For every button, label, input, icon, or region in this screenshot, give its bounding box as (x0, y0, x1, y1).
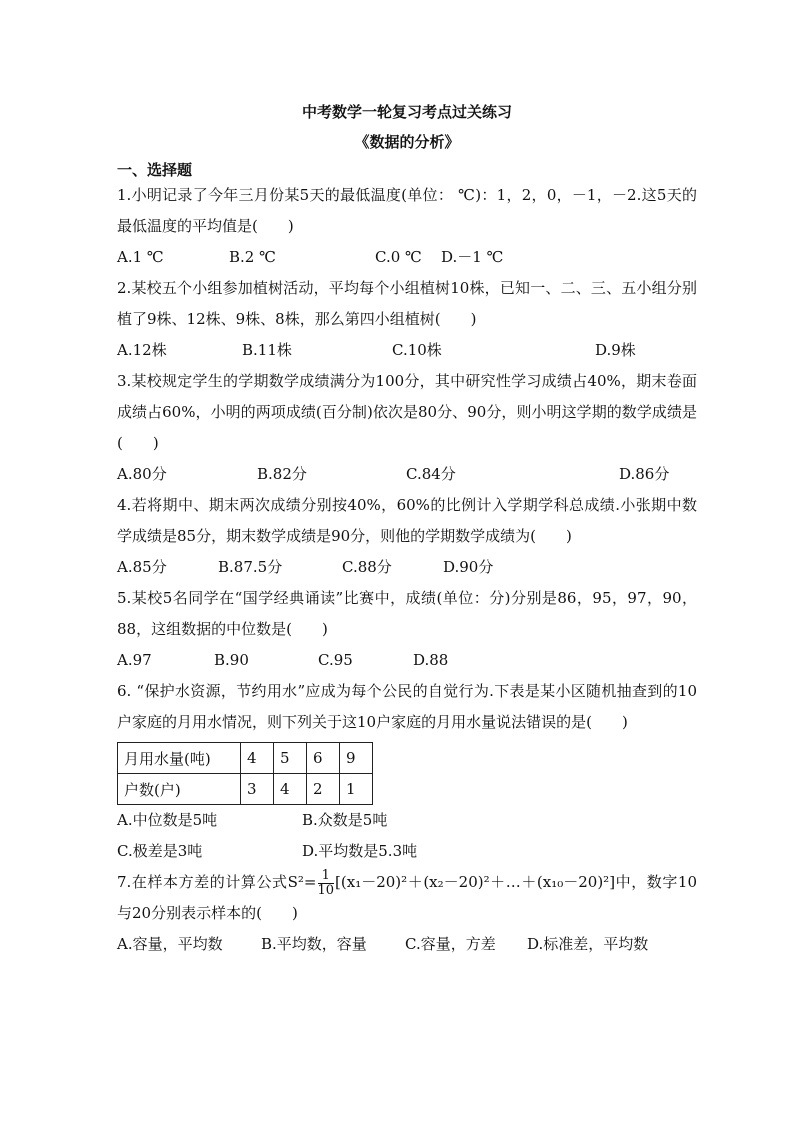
question-6: 6. “保护水资源，节约用水”应成为每个公民的自觉行为.下表是某小区随机抽查到的10户家庭的月用水情况，则下列关于这10户家庭的月用水量说法错误的是( ) (117, 682, 697, 731)
option-b: B.11株 (242, 341, 292, 359)
table-cell: 3 (241, 774, 274, 805)
option-b: B.平均数，容量 (261, 935, 367, 953)
section-heading: 一、选择题 (117, 161, 193, 179)
page-title: 中考数学一轮复习考点过关练习 (301, 103, 512, 121)
option-a: A.1 ℃ (117, 248, 164, 266)
question-4: 4.若将期中、期末两次成绩分别按40%，60%的比例计入学期学科总成绩.小张期中数学成绩是85分，期末数学成绩是90分，则他的学期数学成绩为( ) (117, 496, 697, 545)
option-c: C.95 (318, 651, 353, 669)
option-d: D.－1 ℃ (441, 248, 504, 266)
option-d: D.标准差，平均数 (527, 935, 649, 953)
table-row (118, 743, 373, 774)
option-a: A.85分 (117, 558, 167, 576)
table-cell: 4 (241, 743, 274, 774)
table-header-cell: 户数(户) (118, 774, 241, 805)
option-c: C.极差是3吨 (117, 842, 203, 860)
table-cell: 6 (307, 743, 340, 774)
question-3-options (117, 459, 697, 490)
option-a: A.12株 (117, 341, 167, 359)
water-usage-table (117, 742, 373, 805)
question-7-lead: 7.在样本方差的计算公式S²= (117, 873, 317, 891)
fraction-denominator: 10 (317, 882, 335, 898)
option-a: A.80分 (117, 465, 167, 483)
option-b: B.87.5分 (218, 558, 283, 576)
document-page (117, 96, 697, 960)
question-3: 3.某校规定学生的学期数学成绩满分为100分，其中研究性学习成绩占40%，期末卷面成绩占60%，小明的两项成绩(百分制)依次是80分、90分，则小明这学期的数学成绩是( ) (117, 372, 697, 452)
question-2: 2.某校五个小组参加植树活动，平均每个小组植树10株，已知一、二、三、五小组分别植了9株、12株、9株、8株，那么第四小组植树( ) (117, 279, 697, 328)
table-cell: 1 (340, 774, 373, 805)
option-b: B.2 ℃ (229, 248, 276, 266)
option-c: C.10株 (392, 341, 442, 359)
table-cell: 2 (307, 774, 340, 805)
option-a: A.中位数是5吨 (117, 811, 218, 829)
table-cell: 4 (274, 774, 307, 805)
option-c: C.容量，方差 (405, 935, 496, 953)
question-1: 1.小明记录了今年三月份某5天的最低温度(单位： ℃)：1，2，0，－1，－2.这5天的最低温度的平均值是( ) (117, 186, 697, 235)
table-cell: 5 (274, 743, 307, 774)
option-d: D.88 (413, 651, 449, 669)
question-7-options (117, 929, 697, 960)
page-subtitle: 《数据的分析》 (354, 133, 460, 151)
option-b: B.82分 (257, 465, 307, 483)
question-6-options-row2 (117, 836, 697, 867)
table-row (118, 774, 373, 805)
option-c: C.0 ℃ (375, 248, 422, 266)
question-5-options (117, 645, 697, 676)
question-4-options (117, 552, 697, 583)
option-c: C.84分 (406, 465, 456, 483)
question-5: 5.某校5名同学在“国学经典诵读”比赛中，成绩(单位：分)分别是86，95，97，90，88，这组数据的中位数是( ) (117, 589, 697, 638)
question-1-options (117, 242, 697, 273)
option-a: A.97 (117, 651, 152, 669)
question-2-options (117, 335, 697, 366)
table-cell: 9 (340, 743, 373, 774)
option-d: D.90分 (443, 558, 494, 576)
option-d: D.平均数是5.3吨 (302, 842, 418, 860)
option-b: B.众数是5吨 (302, 811, 388, 829)
question-6-options-row1 (117, 805, 697, 836)
option-a: A.容量，平均数 (117, 935, 223, 953)
option-d: D.86分 (619, 465, 670, 483)
option-b: B.90 (214, 651, 249, 669)
option-d: D.9株 (595, 341, 636, 359)
question-7-formula: [(x₁－20)²＋(x₂－20)²＋…＋(x₁₀－20)²]中，数字10与20分别表示样本的( ) (117, 873, 698, 922)
fraction-numerator: 1 (318, 869, 335, 884)
question-7 (117, 867, 697, 929)
fraction (318, 869, 335, 898)
option-c: C.88分 (342, 558, 392, 576)
table-header-cell: 月用水量(吨) (118, 743, 241, 774)
